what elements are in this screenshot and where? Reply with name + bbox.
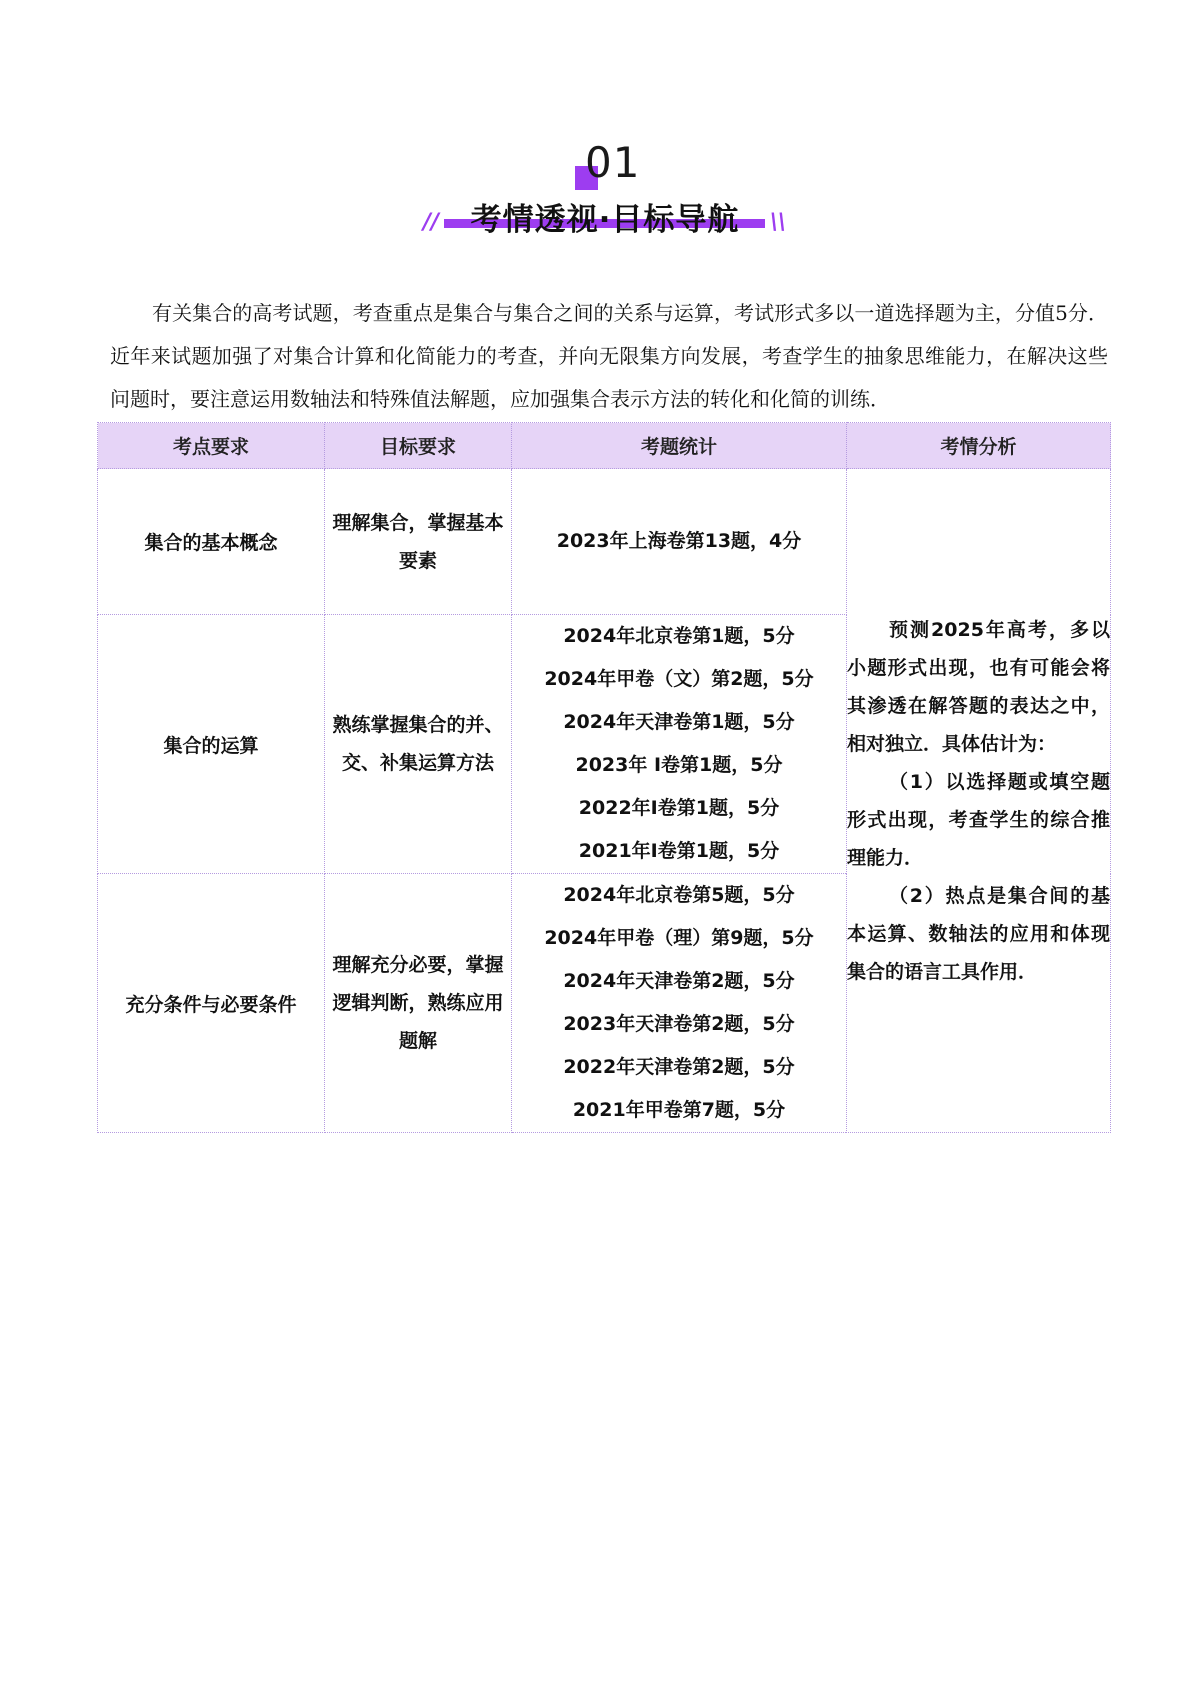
section-number: 01 [585, 138, 641, 187]
header-analysis: 考情分析 [847, 423, 1111, 469]
table-header-row [98, 423, 1111, 469]
analysis-paragraph: 预测2025年高考，多以小题形式出现，也有可能会将其渗透在解答题的表达之中，相对独立．具体估计为： [847, 618, 1110, 755]
right-deco: \\ [770, 210, 787, 235]
analysis-paragraph: （1）以选择题或填空题形式出现，考查学生的综合推理能力． [847, 770, 1110, 869]
stats-cell [512, 874, 847, 1133]
goal-cell: 理解集合，掌握基本要素 [325, 469, 512, 615]
section-title: 考情透视·目标导航 [470, 202, 740, 238]
stat-line: 2024年天津卷第2题，5分 [563, 970, 795, 992]
stat-line: 2022年天津卷第2题，5分 [563, 1056, 795, 1078]
stats-cell [512, 615, 847, 874]
exam-analysis-table [97, 422, 1111, 1133]
stat-line: 2024年北京卷第1题，5分 [563, 625, 795, 647]
analysis-cell [847, 469, 1111, 1133]
header-goal: 目标要求 [325, 423, 512, 469]
stat-line: 2023年天津卷第2题，5分 [563, 1013, 795, 1035]
stat-line: 2023年 I卷第1题，5分 [575, 754, 783, 776]
stat-line: 2023年上海卷第13题，4分 [556, 530, 802, 552]
topic-cell: 集合的运算 [98, 615, 325, 874]
left-deco: // [423, 210, 440, 235]
header-stats: 考题统计 [512, 423, 847, 469]
stat-line: 2024年北京卷第5题，5分 [563, 884, 795, 906]
topic-cell: 充分条件与必要条件 [98, 874, 325, 1133]
stats-cell [512, 469, 847, 615]
header-topic: 考点要求 [98, 423, 325, 469]
section-header [0, 140, 1200, 240]
table-row [98, 469, 1111, 615]
goal-cell: 理解充分必要，掌握逻辑判断，熟练应用题解 [325, 874, 512, 1133]
intro-paragraph: 有关集合的高考试题，考查重点是集合与集合之间的关系与运算，考试形式多以一道选择题为主，分值5分．近年来试题加强了对集合计算和化简能力的考查，并向无限集方向发展，考查学生的抽象思维能力，在解决这些问题时，要注意运用数轴法和特殊值法解题，应加强集合表示方法的转化和化简的训练． [110, 301, 1108, 411]
stat-line: 2021年I卷第1题，5分 [578, 840, 780, 862]
goal-cell: 熟练掌握集合的并、交、补集运算方法 [325, 615, 512, 874]
stat-line: 2022年I卷第1题，5分 [578, 797, 780, 819]
stat-line: 2021年甲卷第7题，5分 [572, 1099, 786, 1121]
analysis-paragraph: （2）热点是集合间的基本运算、数轴法的应用和体现集合的语言工具作用． [847, 884, 1110, 983]
section-number-badge [575, 138, 645, 192]
stat-line: 2024年甲卷（理）第9题，5分 [544, 927, 814, 949]
stat-line: 2024年天津卷第1题，5分 [563, 711, 795, 733]
stat-line: 2024年甲卷（文）第2题，5分 [544, 668, 814, 690]
topic-cell: 集合的基本概念 [98, 469, 325, 615]
